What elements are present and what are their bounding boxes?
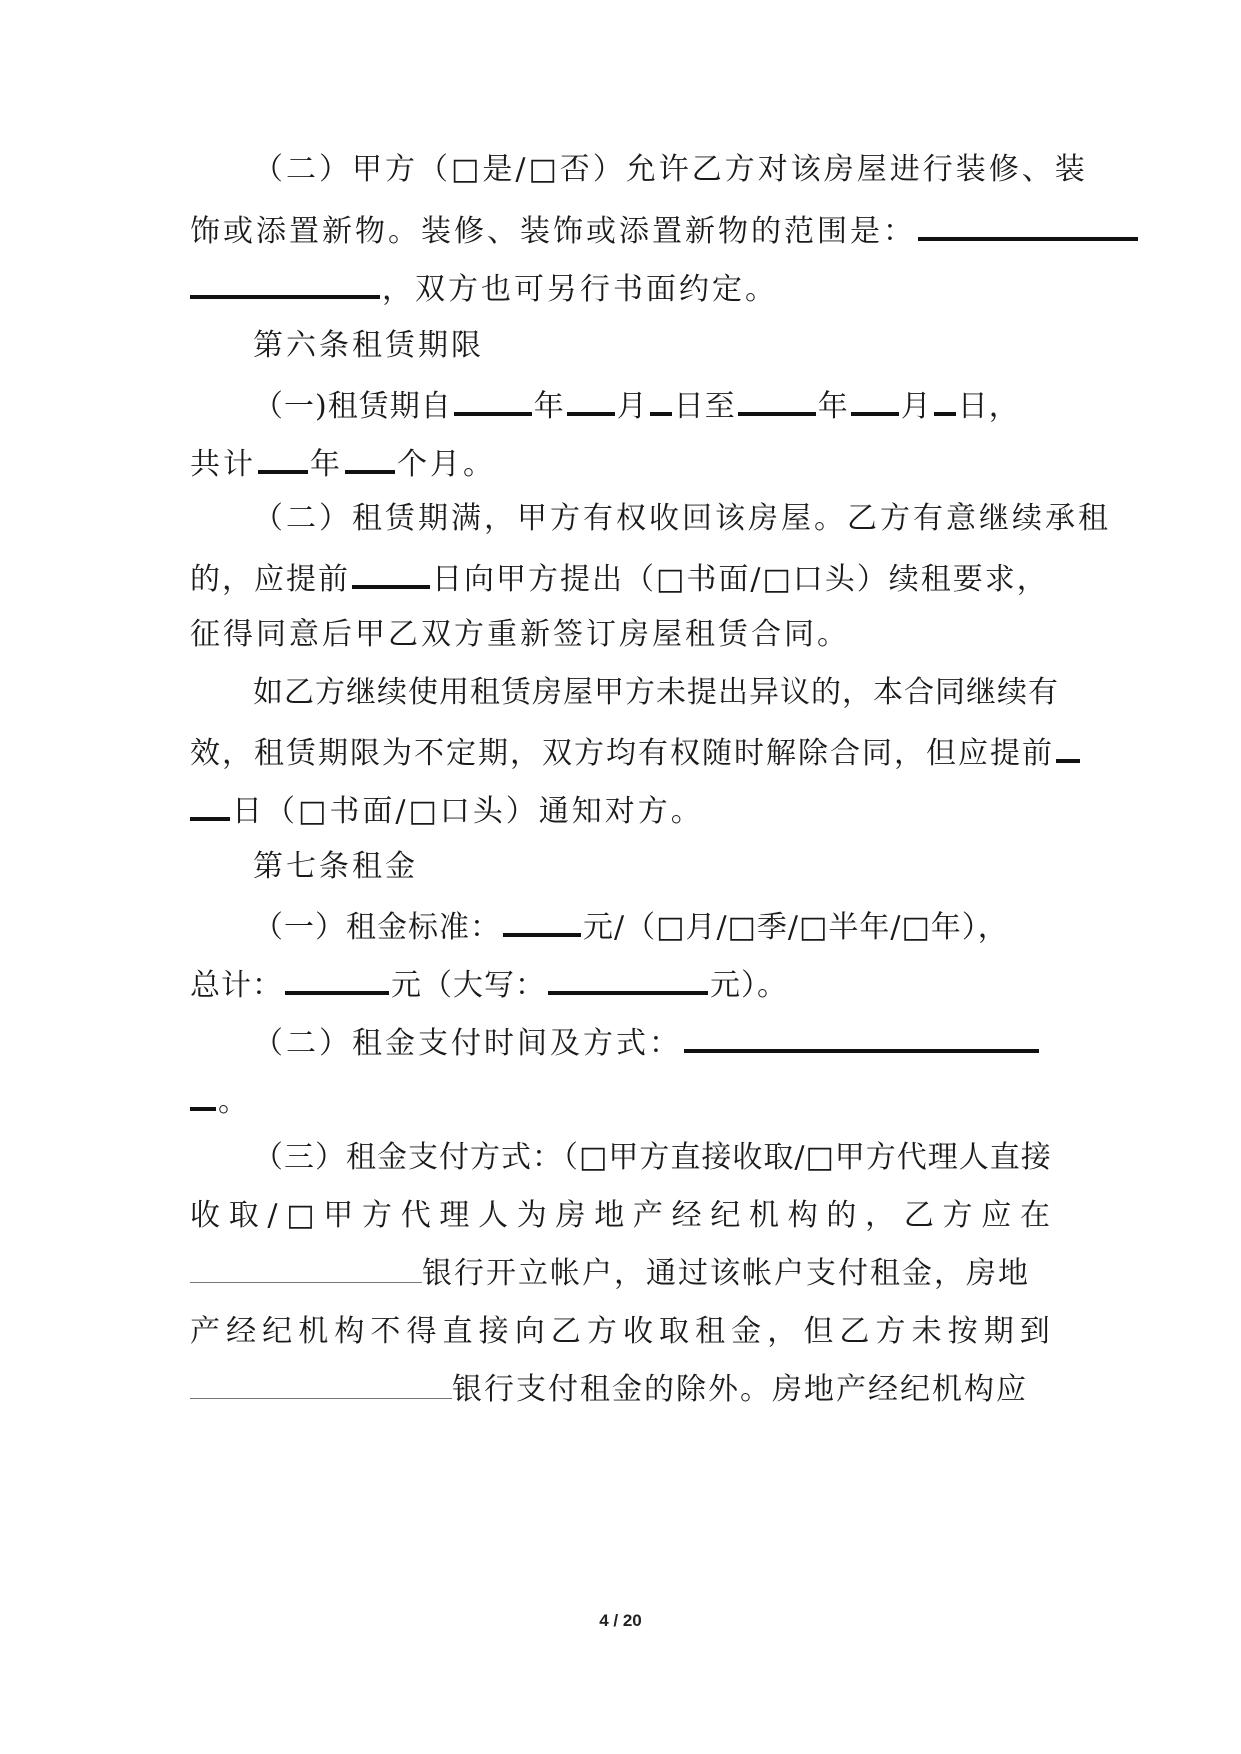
text-segment: 。 (218, 1084, 251, 1119)
fill-in-blank[interactable] (684, 1021, 1039, 1053)
text-char: 的 (826, 1198, 857, 1233)
paragraph-line (190, 1254, 1050, 1294)
text-char: 理 (439, 1198, 470, 1233)
text-char: 收 (190, 1198, 220, 1233)
text-char: 方 (361, 1198, 392, 1233)
text-char: 方 (942, 1198, 973, 1233)
text-char: 未 (911, 1314, 942, 1349)
text-char: 按 (947, 1314, 978, 1349)
fill-in-blank[interactable] (190, 789, 230, 821)
page-number: 4 / 20 (599, 1611, 642, 1630)
fill-in-blank[interactable] (567, 384, 615, 416)
text-char: 乙 (839, 1314, 870, 1349)
text-char: 直 (442, 1314, 473, 1349)
fill-in-blank[interactable] (258, 442, 308, 474)
text-segment: （一)租赁期自 (253, 389, 452, 424)
text-segment: 日（□书面/□口头）通知对方。 (232, 794, 704, 829)
text-char: 乙 (550, 1314, 581, 1349)
text-char: 地 (594, 1198, 625, 1233)
paragraph-line (190, 1370, 1050, 1410)
text-segment: 年 (533, 389, 565, 424)
text-segment: 征得同意后甲乙双方重新签订房屋租赁合同。 (190, 617, 850, 652)
text-char: 为 (516, 1198, 547, 1233)
text-char: / (267, 1198, 278, 1233)
paragraph-line (253, 1138, 1050, 1178)
text-segment: 共计 (190, 447, 256, 482)
text-char: 向 (514, 1314, 545, 1349)
paragraph-line (190, 442, 1050, 482)
text-char: 房 (555, 1198, 586, 1233)
fill-in-blank[interactable] (851, 384, 899, 416)
fill-in-blank[interactable] (190, 267, 380, 299)
fill-in-blank[interactable] (454, 384, 532, 416)
fill-in-blank[interactable] (918, 209, 1138, 241)
text-char: 机 (298, 1314, 329, 1349)
fill-in-blank[interactable] (1056, 731, 1080, 763)
text-char: 取 (228, 1198, 259, 1233)
text-char: 租 (695, 1314, 726, 1349)
text-char: 乙 (903, 1198, 934, 1233)
text-char: 甲 (323, 1198, 354, 1233)
text-char: 代 (400, 1198, 431, 1233)
text-segment: （二）甲方（□是/□否）允许乙方对该房屋进行装修、装 (253, 152, 1088, 187)
text-segment: 个月。 (397, 447, 496, 482)
paragraph-line (190, 789, 1050, 829)
text-segment: 月 (900, 389, 932, 424)
paragraph-line (190, 615, 1050, 655)
paragraph-line (190, 267, 1050, 307)
paragraph-line (253, 384, 1050, 424)
paragraph-line (190, 1196, 1050, 1236)
fill-in-blank[interactable] (548, 963, 708, 995)
text-segment: 年 (310, 447, 343, 482)
fill-in-blank[interactable] (190, 1079, 216, 1111)
text-char: 到 (1019, 1314, 1050, 1349)
text-segment: 饰或添置新物。装修、装饰或添置新物的范围是： (190, 214, 916, 249)
fill-in-blank[interactable] (345, 442, 395, 474)
text-char: ， (865, 1198, 896, 1233)
text-segment: 的，应提前 (190, 562, 350, 597)
paragraph-line (190, 557, 1050, 597)
fill-in-blank[interactable] (934, 384, 956, 416)
paragraph-line (190, 963, 1050, 1003)
text-char: 人 (478, 1198, 509, 1233)
text-char: 得 (406, 1314, 437, 1349)
text-char: 构 (334, 1314, 365, 1349)
fill-in-blank[interactable] (503, 905, 581, 937)
text-segment: （二）租赁期满，甲方有权收回该房屋。乙方有意继续承租 (253, 501, 1111, 536)
article-heading (253, 326, 1050, 366)
text-segment: 日， (957, 389, 1020, 424)
paragraph-line (190, 1079, 1050, 1119)
text-segment: 月 (616, 389, 648, 424)
text-segment: 第七条租金 (253, 849, 418, 884)
text-char: 收 (622, 1314, 653, 1349)
article-heading (253, 847, 1050, 887)
text-char: 产 (632, 1198, 663, 1233)
text-segment: 总计： (190, 968, 283, 1003)
text-char: 纪 (710, 1198, 741, 1233)
paragraph-line (253, 150, 1088, 190)
fill-in-blank[interactable] (190, 1370, 452, 1399)
text-char: 取 (659, 1314, 690, 1349)
text-char: 经 (226, 1314, 257, 1349)
text-segment: 银行支付租金的除外。房地产经纪机构应 (452, 1372, 1028, 1407)
text-segment: （二）租金支付时间及方式： (253, 1026, 682, 1061)
text-segment: 日向甲方提出（□书面/□口头）续租要求， (432, 562, 1049, 597)
fill-in-blank[interactable] (285, 963, 389, 995)
text-segment: 年 (817, 389, 849, 424)
text-segment: 效，租赁期限为不定期，双方均有权随时解除合同，但应提前 (190, 736, 1054, 771)
text-char: 应 (981, 1198, 1012, 1233)
text-char: 方 (586, 1314, 617, 1349)
text-char: 不 (370, 1314, 401, 1349)
text-char: 经 (671, 1198, 702, 1233)
text-segment: 日至 (673, 389, 736, 424)
text-char: 构 (787, 1198, 818, 1233)
fill-in-blank[interactable] (738, 384, 816, 416)
text-char: 纪 (262, 1314, 293, 1349)
paragraph-line (190, 209, 1050, 249)
text-char: 期 (983, 1314, 1014, 1349)
fill-in-blank[interactable] (650, 384, 672, 416)
text-char: 机 (749, 1198, 780, 1233)
text-segment: （一）租金标准： (253, 910, 501, 945)
paragraph-line (190, 1312, 1050, 1352)
paragraph-line (253, 905, 1050, 945)
text-char: ， (767, 1314, 798, 1349)
text-segment: ，双方也可另行书面约定。 (382, 272, 778, 307)
text-char: 但 (803, 1314, 834, 1349)
text-segment: 元）。 (710, 968, 788, 1003)
text-char: 接 (478, 1314, 509, 1349)
paragraph-line (253, 673, 1059, 713)
text-char: 金 (731, 1314, 762, 1349)
paragraph-line (253, 1021, 1050, 1061)
text-char: 方 (875, 1314, 906, 1349)
fill-in-blank[interactable] (190, 1254, 422, 1283)
text-segment: 元/（□月/□季/□半年/□年）， (583, 910, 1009, 945)
text-segment: 第六条租赁期限 (253, 328, 484, 363)
text-segment: 元（大写： (391, 968, 546, 1003)
text-char: 在 (1019, 1198, 1050, 1233)
text-segment: 银行开立帐户，通过该帐户支付租金，房地 (422, 1256, 1030, 1291)
text-segment: （三）租金支付方式：（□甲方直接收取/□甲方代理人直接 (253, 1140, 1052, 1175)
fill-in-blank[interactable] (352, 557, 430, 589)
paragraph-line (190, 731, 1054, 771)
paragraph-line (253, 499, 1111, 539)
text-segment: 如乙方继续使用租赁房屋甲方未提出异议的，本合同继续有 (253, 675, 1059, 710)
text-char: □ (286, 1198, 315, 1233)
text-char: 产 (190, 1314, 220, 1349)
